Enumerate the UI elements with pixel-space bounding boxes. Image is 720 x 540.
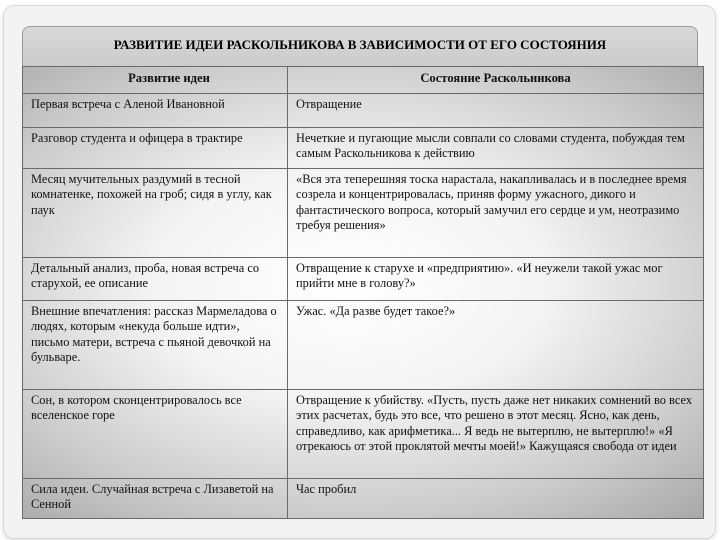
state-cell: Час пробил xyxy=(288,479,704,519)
state-cell: «Вся эта теперешняя тоска нарастала, накапливалась и в последнее время созрела и концентрировалась, приняв форму ужасного, дикого и фантастического вопроса, который замучил его сердце и ум, неотразимо требуя решения» xyxy=(288,169,704,258)
table-header-row xyxy=(23,67,704,94)
table-row xyxy=(23,301,704,390)
column-header-idea: Развитие идеи xyxy=(23,67,288,94)
column-header-state: Состояние Раскольникова xyxy=(288,67,704,94)
idea-cell: Первая встреча с Аленой Ивановной xyxy=(23,94,288,128)
page-title: РАЗВИТИЕ ИДЕИ РАСКОЛЬНИКОВА В ЗАВИСИМОСТИ ОТ ЕГО СОСТОЯНИЯ xyxy=(22,26,698,66)
table-row xyxy=(23,169,704,258)
state-cell: Отвращение xyxy=(288,94,704,128)
state-cell: Отвращение к старухе и «предприятию». «И неужели такой ужас мог прийти мне в голову?» xyxy=(288,258,704,301)
state-cell: Ужас. «Да разве будет такое?» xyxy=(288,301,704,390)
table-row xyxy=(23,479,704,519)
table-row xyxy=(23,94,704,128)
table-row xyxy=(23,390,704,479)
state-cell: Отвращение к убийству. «Пусть, пусть даже нет никаких сомнений во всех этих расчетах, будь это все, что решено в этот месяц. Ясно, как день, справедливо, как арифметика... Я ведь не вытерплю, не вытерплю!» «Я отрекаюсь от этой проклятой мечты моей!» Кажущаяся свобода от идеи xyxy=(288,390,704,479)
idea-development-table xyxy=(22,66,704,519)
table-row xyxy=(23,128,704,169)
idea-cell: Сон, в котором сконцентрировалось все вселенское горе xyxy=(23,390,288,479)
idea-cell: Детальный анализ, проба, новая встреча со старухой, ее описание xyxy=(23,258,288,301)
idea-cell: Внешние впечатления: рассказ Мармеладова о людях, которым «некуда больше идти», письмо матери, встреча с пьяной девочкой на бульваре. xyxy=(23,301,288,390)
idea-cell: Разговор студента и офицера в трактире xyxy=(23,128,288,169)
idea-cell: Сила идеи. Случайная встреча с Лизаветой на Сенной xyxy=(23,479,288,519)
idea-cell: Месяц мучительных раздумий в тесной комнатенке, похожей на гроб; сидя в углу, как паук xyxy=(23,169,288,258)
table-row xyxy=(23,258,704,301)
state-cell: Нечеткие и пугающие мысли совпали со словами студента, побуждая тем самым Раскольникова к действию xyxy=(288,128,704,169)
